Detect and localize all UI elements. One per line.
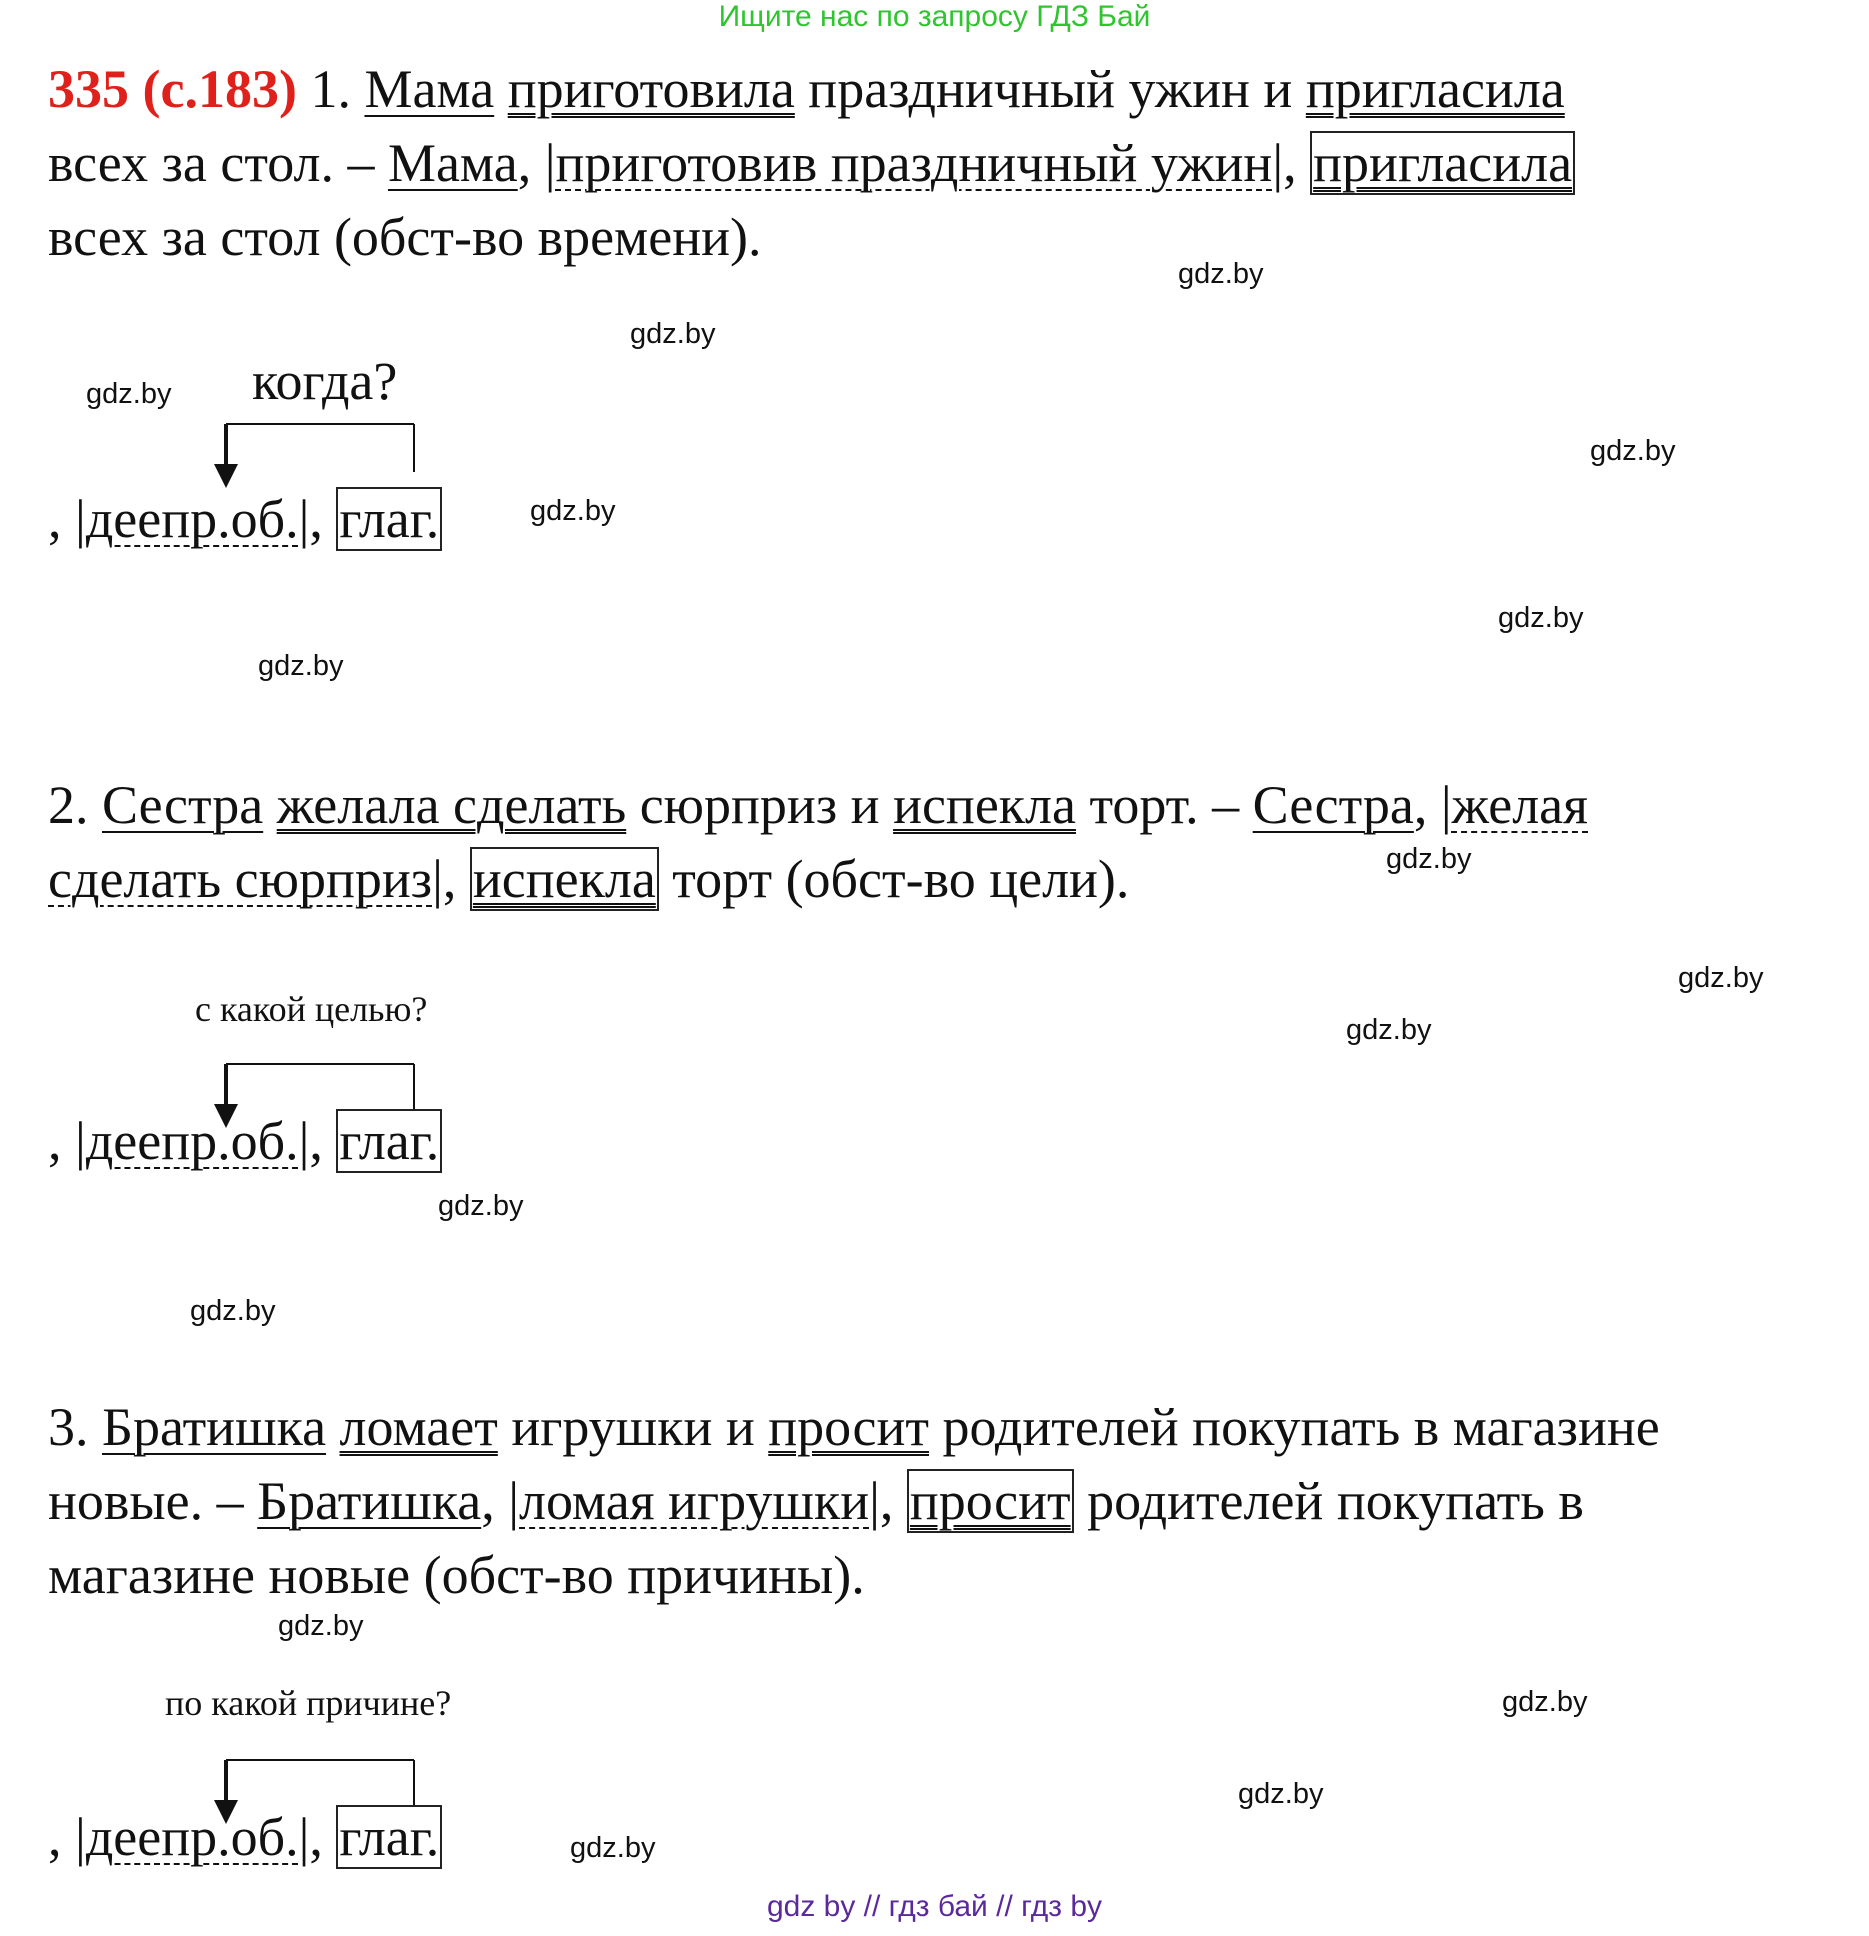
question-1: когда? [252,351,398,411]
comma: , [309,1807,323,1867]
bar: | [75,1807,86,1867]
text: торт (обст-во цели). [672,849,1130,909]
text: всех за стол. – [48,133,375,193]
scheme-participle: деепр.об. [85,1111,299,1171]
watermark: gdz.by [438,1190,524,1222]
watermark: gdz.by [1590,435,1676,467]
scheme-participle: деепр.об. [85,1807,299,1867]
comma: , [309,1111,323,1171]
question-2: с какой целью? [195,989,428,1029]
text: торт. – [1089,775,1240,835]
watermark: gdz.by [1678,962,1764,994]
predicate: ломает [339,1397,498,1457]
predicate: приготовила [507,59,795,119]
predicate-boxed: пригласила [1310,131,1575,195]
question-3: по какой причине? [165,1683,452,1723]
watermark: gdz.by [1386,843,1472,875]
subject: Мама [387,133,518,193]
watermark: gdz.by [1238,1778,1324,1810]
predicate-boxed: испекла [470,847,659,911]
top-banner: Ищите нас по запросу ГДЗ Бай [718,0,1151,33]
participle-phrase: желая [1451,775,1588,835]
bar: | [298,1111,310,1171]
predicate-boxed: просит [907,1469,1074,1533]
watermark: gdz.by [1498,602,1584,634]
participle-phrase: приготовив праздничный ужин [555,133,1273,193]
task-number: 335 (с.183) [48,59,297,119]
watermark: gdz.by [86,378,172,410]
watermark: gdz.by [258,650,344,682]
bar: | [869,1471,880,1531]
comma: , [309,489,323,549]
comma: , [48,489,62,549]
comma: , [442,849,457,909]
participle-phrase: ломая игрушки [519,1471,870,1531]
predicate: желала сделать [276,775,627,835]
text: родителей покупать в [1087,1471,1584,1531]
comma: , [481,1471,495,1531]
bar: | [1272,133,1284,193]
footer: gdz by // гдз бай // гдз by [766,1890,1103,1923]
comma: , [48,1807,62,1867]
scheme-participle: деепр.об. [85,489,299,549]
scheme-verb: глаг. [336,1805,442,1869]
participle-phrase: сделать сюрприз [48,849,433,909]
text: игрушки и [511,1397,755,1457]
watermark: gdz.by [530,495,616,527]
subject: Мама [364,59,495,119]
watermark: gdz.by [630,318,716,350]
comma: , [879,1471,894,1531]
predicate: пригласила [1305,59,1565,119]
bar: | [1440,775,1452,835]
sentence-number: 3. [48,1397,89,1457]
sentence-number: 2. [48,775,89,835]
predicate: просит [768,1397,929,1457]
watermark: gdz.by [1346,1014,1432,1046]
bar: | [508,1471,520,1531]
text: новые. – [48,1471,244,1531]
subject: Сестра [102,775,264,835]
bar: | [298,1807,310,1867]
text: магазине новые (обст-во причины). [48,1545,865,1605]
comma: , [1413,775,1428,835]
comma: , [517,133,532,193]
bar: | [75,1111,86,1171]
scheme-3 [48,1806,442,1868]
watermark: gdz.by [278,1610,364,1642]
scheme-verb: глаг. [336,1109,442,1173]
text: праздничный ужин и [808,59,1293,119]
bar: | [298,489,310,549]
watermark: gdz.by [1502,1686,1588,1718]
watermark: gdz.by [190,1295,276,1327]
bar: | [544,133,556,193]
scheme-verb: глаг. [336,487,442,551]
text: сюрприз и [639,775,880,835]
sentence-number: 1. [310,59,351,119]
comma: , [48,1111,62,1171]
text: всех за стол (обст-во времени). [48,207,762,267]
comma: , [1283,133,1297,193]
bar: | [432,849,443,909]
bar: | [75,489,86,549]
subject: Братишка [257,1471,482,1531]
text: родителей покупать в магазине [942,1397,1660,1457]
watermark: gdz.by [1178,258,1264,290]
subject: Сестра [1252,775,1414,835]
predicate: испекла [893,775,1076,835]
subject: Братишка [102,1397,327,1457]
watermark: gdz.by [570,1832,656,1864]
